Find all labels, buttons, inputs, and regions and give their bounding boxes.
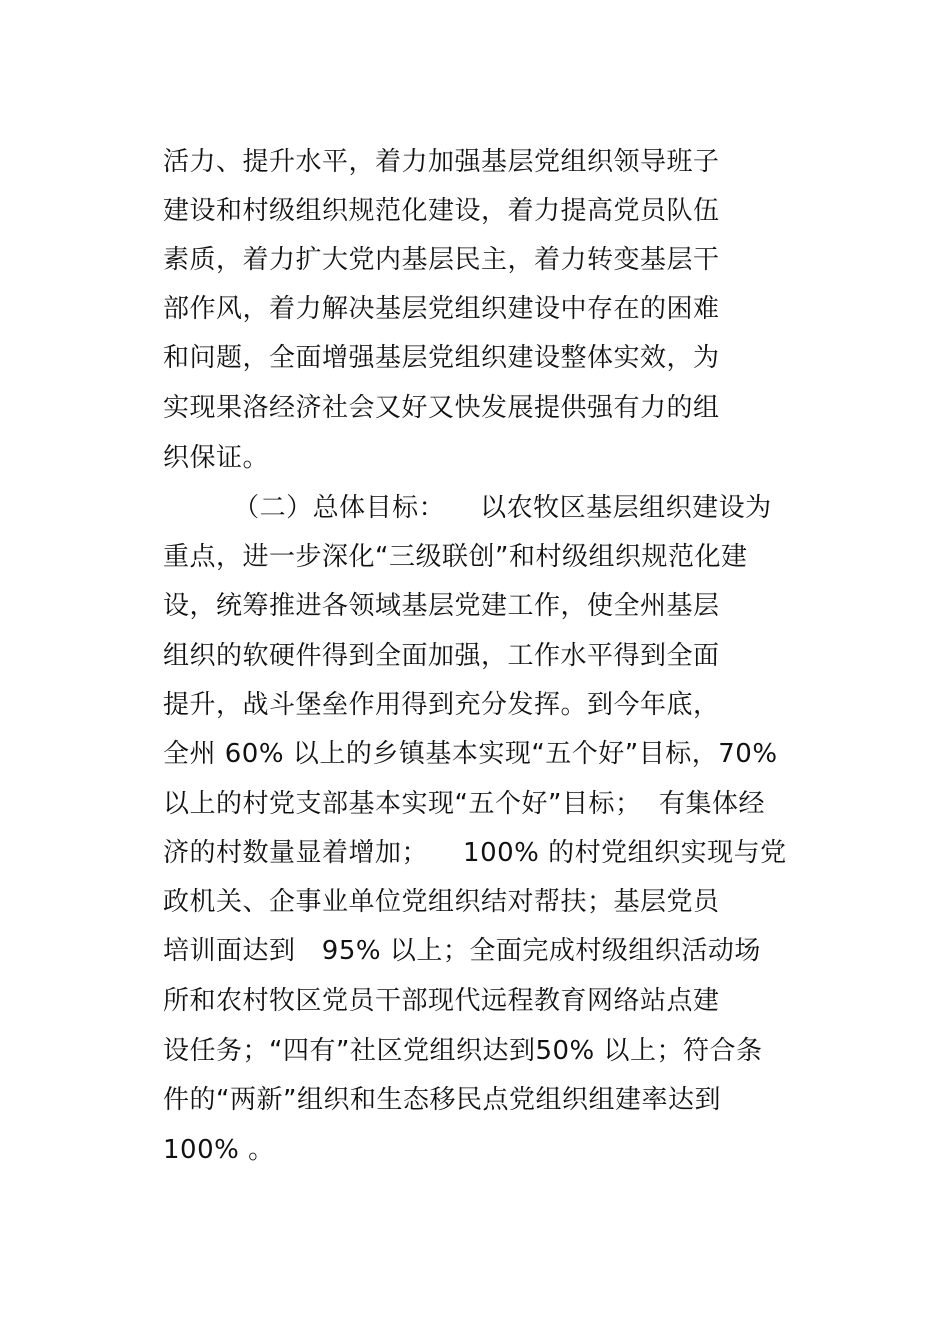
text-line-4: 部作风，着力解决基层党组织建设中存在的困难 bbox=[163, 294, 720, 324]
text-line-9: 重点，进一步深化“三级联创”和村级组织规范化建 bbox=[163, 542, 748, 572]
text-line-12: 提升，战斗堡垒作用得到充分发挥。到今年底， bbox=[163, 690, 720, 720]
text-line-15: 济的村数量显着增加； 100% 的村党组织实现与党 bbox=[163, 838, 787, 868]
text-line-19: 设任务；“四有”社区党组织达到50% 以上；符合条 bbox=[163, 1036, 763, 1066]
text-line-10: 设，统筹推进各领域基层党建工作，使全州基层 bbox=[163, 591, 720, 621]
text-line-13: 全州 60% 以上的乡镇基本实现“五个好”目标，70% bbox=[163, 739, 778, 769]
text-line-20: 件的“两新”组织和生态移民点党组织组建率达到 bbox=[163, 1085, 721, 1115]
text-line-17: 培训面达到 95% 以上；全面完成村级组织活动场 bbox=[163, 936, 761, 966]
text-line-6: 实现果洛经济社会又好又快发展提供强有力的组 bbox=[163, 393, 720, 423]
text-line-2: 建设和村级组织规范化建设，着力提高党员队伍 bbox=[163, 196, 720, 226]
text-line-16: 政机关、企事业单位党组织结对帮扶；基层党员 bbox=[163, 887, 720, 917]
text-line-3: 素质，着力扩大党内基层民主，着力转变基层干 bbox=[163, 245, 720, 275]
text-line-5: 和问题，全面增强基层党组织建设整体实效，为 bbox=[163, 343, 720, 373]
text-line-18: 所和农村牧区党员干部现代远程教育网络站点建 bbox=[163, 986, 720, 1016]
text-line-11: 组织的软硬件得到全面加强，工作水平得到全面 bbox=[163, 641, 720, 671]
text-line-14: 以上的村党支部基本实现“五个好”目标； 有集体经 bbox=[163, 789, 765, 819]
text-line-21: 100% 。 bbox=[163, 1135, 275, 1165]
text-line-8: （二）总体目标： 以农牧区基层组织建设为 bbox=[163, 493, 772, 523]
text-line-1: 活力、提升水平，着力加强基层党组织领导班子 bbox=[163, 147, 720, 177]
text-line-7: 织保证。 bbox=[163, 443, 270, 473]
